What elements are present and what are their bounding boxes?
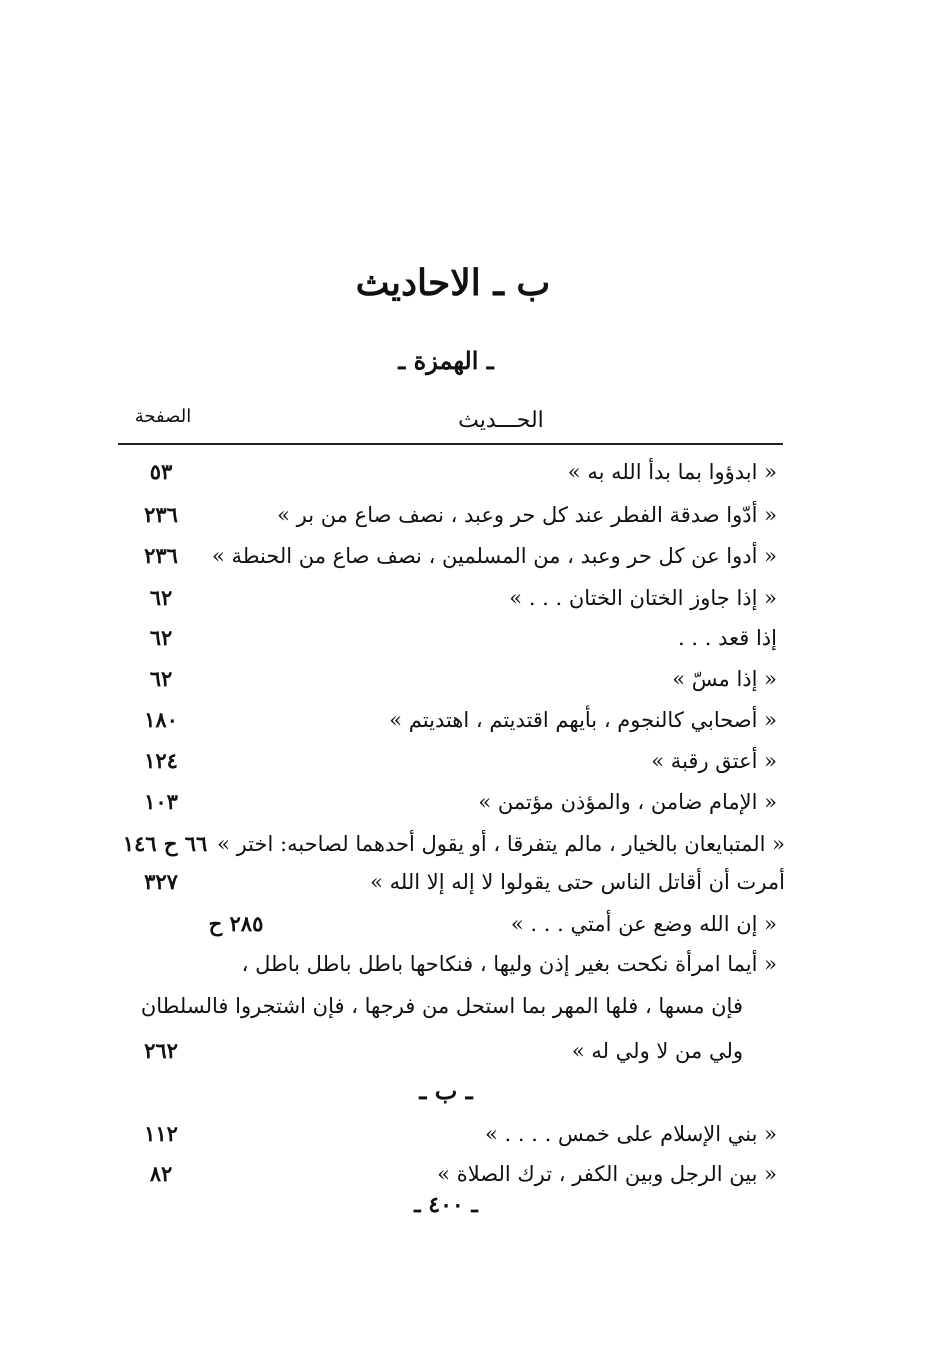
hadith-entry (118, 495, 783, 535)
column-header-hadith: الحـــديث (458, 408, 544, 433)
hadith-entry-continued (118, 1031, 783, 1071)
page-number: ١٢٤ (144, 748, 178, 773)
page-number: ٦٢ (149, 625, 173, 650)
section-heading-hamza: ـ الهمزة ـ (398, 346, 494, 375)
hadith-entry (118, 741, 783, 781)
hadith-text: « الإمام ضامن ، والمؤذن مؤتمن » (478, 790, 777, 814)
hadith-text: « أدّوا صدقة الفطر عند كل حر وعبد ، نصف صاع من بر » (277, 503, 777, 527)
page-number: ٦٦ ح ١٤٦ (122, 831, 208, 856)
page-number: ٥٣ (149, 459, 173, 484)
column-header-page: الصفحة (134, 406, 192, 427)
hadith-entry (118, 700, 783, 740)
hadith-text: « ابدؤوا بما بدأ الله به » (567, 460, 777, 484)
hadith-entry-continued (118, 986, 783, 1026)
hadith-entry (118, 659, 783, 699)
hadith-text: « إذا جاوز الختان الختان . . . » (509, 586, 777, 610)
hadith-entry (118, 782, 783, 822)
header-divider (118, 443, 783, 445)
hadith-entry (118, 536, 783, 576)
page-number: ٨٢ (149, 1161, 173, 1186)
hadith-entry (118, 1114, 783, 1154)
hadith-text: « أدوا عن كل حر وعبد ، من المسلمين ، نصف صاع من الحنطة » (211, 544, 777, 568)
page-title: ب ـ الاحاديث (355, 262, 551, 304)
page-number: ٦٢ (149, 666, 173, 691)
page-number-footer: ـ ٤٠٠ ـ (414, 1192, 478, 1218)
hadith-entry (118, 904, 783, 944)
hadith-entry (118, 1154, 783, 1194)
hadith-entry (118, 618, 783, 658)
page-number: ٣٢٧ (144, 869, 178, 894)
page-number: ١١٢ (144, 1121, 178, 1146)
hadith-entry (118, 944, 783, 984)
hadith-text: « إذا مسّ » (672, 667, 777, 691)
page-number: ٢٣٦ (144, 502, 178, 527)
hadith-text: « بني الإسلام على خمس . . . . » (485, 1122, 777, 1146)
hadith-text: « أيما امرأة نكحت بغير إذن وليها ، فنكاحها باطل باطل باطل ، (241, 952, 777, 976)
page-number: ٢٨٥ ح (208, 911, 264, 936)
hadith-entry (118, 824, 783, 864)
section-heading-ba: ـ ب ـ (419, 1076, 473, 1105)
hadith-text: « إن الله وضع عن أمتي . . . » (510, 912, 777, 936)
page-number: ١٨٠ (144, 707, 178, 732)
hadith-entry (118, 578, 783, 618)
hadith-text: فإن مسها ، فلها المهر بما استحل من فرجها ، فإن اشتجروا فالسلطان (140, 994, 743, 1018)
page-number: ٦٢ (149, 585, 173, 610)
hadith-text: ولي من لا ولي له » (571, 1039, 743, 1063)
hadith-text: « أصحابي كالنجوم ، بأيهم اقتديتم ، اهتديتم » (389, 708, 777, 732)
hadith-entry (118, 452, 783, 492)
page-number: ٢٣٦ (144, 543, 178, 568)
hadith-text: أمرت أن أقاتل الناس حتى يقولوا لا إله إلا الله » (370, 870, 785, 894)
hadith-entry (118, 862, 783, 902)
page-number: ٢٦٢ (144, 1038, 178, 1063)
page-number: ١٠٣ (144, 789, 178, 814)
hadith-text: « المتبايعان بالخيار ، مالم يتفرقا ، أو يقول أحدهما لصاحبه: اختر » (217, 832, 785, 856)
hadith-text: « بين الرجل وبين الكفر ، ترك الصلاة » (437, 1162, 777, 1186)
hadith-text: « أعتق رقبة » (651, 749, 777, 773)
hadith-text: إذا قعد . . . (678, 626, 777, 650)
